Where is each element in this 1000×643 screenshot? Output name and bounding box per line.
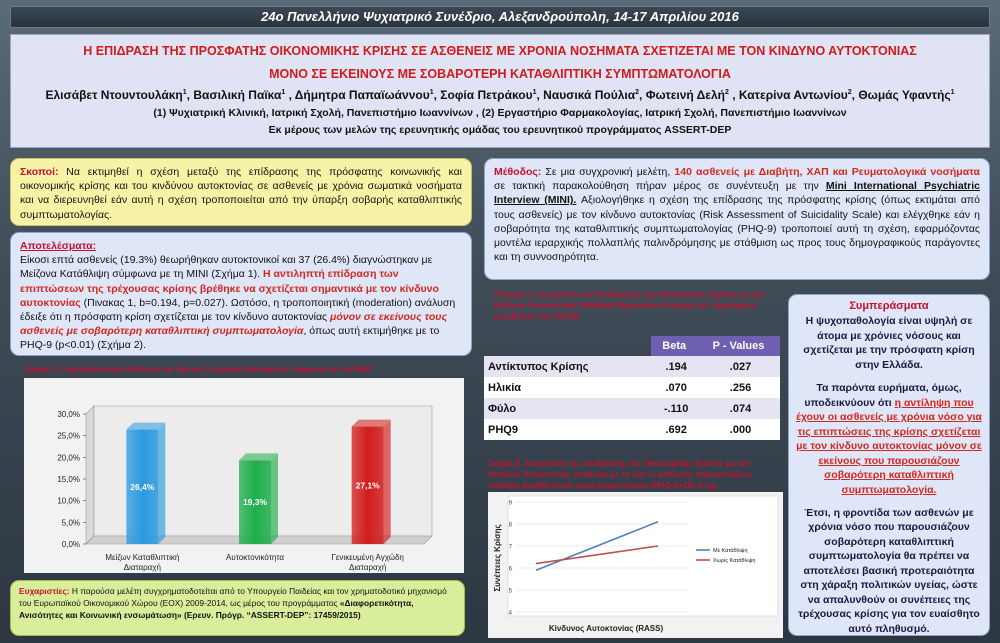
y-tick-label: 5 <box>508 588 512 595</box>
results-highlight-2: μόνον σε εκείνους τους ασθενείς με σοβαρότερη καταθλιπτική συμπτωματολογία <box>20 310 448 338</box>
y-tick-label: 5,0% <box>61 518 80 528</box>
conclusions-label: Συμπεράσματα <box>849 300 929 312</box>
poster-title-line1: Η ΕΠΙΔΡΑΣΗ ΤΗΣ ΠΡΟΣΦΑΤΗΣ ΟΙΚΟΝΟΜΙΚΗΣ ΚΡΙΣΗΣ ΣΕ ΑΣΘΕΝΕΙΣ ΜΕ ΧΡΟΝΙΑ ΝΟΣΗΜΑΤΑ ΣΧΕΤΙΖΕΤΑΙ ΜΕ ΤΟΝ ΚΙΝΔΥΝΟ ΑΥΤΟΚΤΟΝΙΑΣ <box>83 44 917 58</box>
conclusions-p1: Η ψυχοπαθολογία είναι υψηλή σε άτομα με χρόνιες νόσους και σχετίζεται με την πρόσφατη κρίση στην Ελλάδα. <box>803 315 975 371</box>
methods-text-2: σε τακτική παρακολούθηση πήραν μέρος σε συνέντευξη με την <box>494 180 826 193</box>
conclusions-p2-highlight: η αντίληψη που έχουν οι ασθενείς με χρόνια νόσο για τις επιπτώσεις της κρίσης σχετίζεται με τον κίνδυνο αυτοκτονίας μόνον σε εκείνους που παρουσιάζουν σοβαρότερη καταθλιπτική συμπτωματολογία. <box>796 396 982 496</box>
table-cell: -.110 <box>651 398 697 419</box>
table-header-blank <box>484 336 651 356</box>
y-tick-label: 6 <box>508 566 512 573</box>
legend-label: Με Κατάθλιψη <box>713 548 748 555</box>
acknowledgements-text: Η παρούσα μελέτη συγχρηματοδοτείται από το Υπουργείο Παιδείας και τον χρηματοδοτικό μηχανισμό του Ευρωπαϊκού Οικονομικού Χώρου (ΕΟΧ) 2009-2014, ως μέρος του προγράμματος <box>19 586 447 609</box>
author-name: Κατερίνα Αντωνίου <box>738 88 848 102</box>
acknowledgements-program: «Διαφορετικότητα, Ανισότητες και Κοινωνική ενσωμάτωση» (Ερευν. Πρόγρ. “ASSERT-DEP”: 17459/2015) <box>19 598 414 621</box>
category-label: Αυτοκτονικότητα <box>226 553 284 562</box>
plot-area <box>508 496 778 616</box>
figure1-bar-chart <box>24 378 464 573</box>
results-box <box>10 232 472 356</box>
bar-side <box>384 420 391 544</box>
results-label: Αποτελέσματα: <box>20 240 97 252</box>
table-row <box>484 419 780 440</box>
table-cell: .070 <box>651 377 697 398</box>
acknowledgements-box <box>10 580 465 636</box>
author-affiliation-mark: 1 <box>429 89 434 96</box>
aims-text: Να εκτιμηθεί η σχέση μεταξύ της επίδρασης της πρόσφατης κοινωνικής και οικονομικής κρίσης και του κινδύνου αυτοκτονίας σε ασθενείς με χρόνια σωματικά νοσήματα και να διερευνηθεί εάν αυτή η σχέση τροποποιείται από την ύπαρξη σοβαρής καταθλιπτικής συμπτωματολογίας. <box>20 166 462 221</box>
bar-value-label: 26,4% <box>130 481 155 492</box>
author-name: Ελισάβετ Ντουντουλάκη <box>45 88 183 102</box>
author-affiliation-mark: 1 <box>281 89 286 96</box>
aims-label: Σκοποί: <box>20 166 59 178</box>
author-affiliation-mark: 2 <box>724 89 729 96</box>
results-text-1: Είκοσι επτά ασθενείς (19.3%) θεωρήθηκαν αυτοκτονικοί και 37 (26.4%) διαγνώστηκαν με Μείζονα Κατάθλιψη σύμφωνα με τη MINI (Σχήμα 1). <box>20 254 433 281</box>
results-text-2: (Πινακας 1, b=0.194, p=0.027). Ωστόσο, η τροποποιητική (moderation) ανάλυση έδειξε ότι η πρόσφατη κρίση σχετίζεται με τον κίνδυνο αυτοκτονίας <box>20 296 456 323</box>
table1-caption: Πίνακας 1. Συσχέτιση της Επίδρασης της Οικονομικής Κρίσης με τον Κίνδυνο Αυτοκτονίας (Multiple Regression Analysis με εξαρτημένη μεταβλητή την RASS) <box>494 289 765 321</box>
methods-box <box>484 158 990 280</box>
figure2-panel <box>488 492 783 638</box>
methods-text-3: Αξιολογήθηκε η σχέση της επίδρασης της πρόσφατης κρίσης (όπως εκτιμάται από τους ασθενείς) με τον κίνδυνο αυτοκτονίας (Risk Assessment of Suicidality Scale) και ελέγχθηκε εάν η σοβαρότητα της καταθλιπτικής συμπτωματολογίας (PHQ-9) τροποποιεί αυτή τη σχέση, εφαρμόζοντας μοντέλα ιεραρχικής πολλαπλής παλινδρόμησης με στάθμιση ως προς τους δημογραφικούς παράγοντες και τη συννοσηρότητα. <box>494 194 980 264</box>
research-group: Εκ μέρους των μελών της ερευνητικής ομάδας του ερευνητικού προγράμματος ASSERT-DEP <box>268 124 732 136</box>
bar-value-label: 19,3% <box>242 497 268 508</box>
table-cell: .194 <box>651 356 697 377</box>
y-tick-label: 20,0% <box>57 453 80 463</box>
table-cell: Αντίκτυπος Κρίσης <box>484 356 651 377</box>
author-name: Δήμητρα Παπαϊωάννου <box>294 88 430 102</box>
table-header-beta: Beta <box>651 336 697 356</box>
y-tick-label: 25,0% <box>57 431 80 441</box>
bar-side <box>158 423 165 544</box>
table-cell: .692 <box>651 419 697 440</box>
y-tick-label: 10,0% <box>57 496 80 506</box>
poster-title-line2: ΜΟΝΟ ΣΕ ΕΚΕΙΝΟΥΣ ΜΕ ΣΟΒΑΡΟΤΕΡΗ ΚΑΤΑΘΛΙΠΤΙΚΗ ΣΥΜΠΤΩΜΑΤΟΛΟΓΙΑ <box>269 67 731 81</box>
category-label: Μείζων Καταθλιπτική Διαταραχή <box>105 553 180 572</box>
poster-header <box>10 34 990 148</box>
author-name: Φωτεινή Δελή <box>645 88 725 102</box>
y-tick-label: 9 <box>508 500 512 507</box>
table-header-pvalue: P - Values <box>697 336 780 356</box>
conclusions-p2-text: Τα παρόντα ευρήματα, όμως, υποδεικνύουν ότι <box>804 382 962 409</box>
legend-label: Χωρίς Κατάθλιψη <box>713 558 756 565</box>
table-cell: PHQ9 <box>484 419 651 440</box>
author-affiliation-mark: 2 <box>635 89 640 96</box>
figure2-line-chart <box>488 492 783 638</box>
author-name: Θωμάς Υφαντής <box>858 88 951 102</box>
x-axis-title: Κίνδυνος Αυτοκτονίας (RASS) <box>548 624 664 633</box>
table-row <box>484 377 780 398</box>
bar-side <box>271 453 278 544</box>
author-name: Βασιλική Παϊκα <box>193 88 282 102</box>
table-cell: .000 <box>697 419 780 440</box>
author-affiliation-mark: 1 <box>182 89 187 96</box>
table-header-row <box>484 336 780 356</box>
conclusions-p3: Έτσι, η φροντίδα των ασθενών με χρόνια νόσο που παρουσιάζουν σοβαρότερη καταθλιπτική συμπτωματολογία θα πρέπει να αποτελέσει βασική προτεραιότητα στη χάραξη πολιτικών υγείας, ώστε να απαλυνθούν οι συνέπειες της τρέχουσας κρίσης για τον ευαίσθητο αυτό πληθυσμό. <box>798 506 980 635</box>
author-name: Σοφία Πετράκου <box>440 88 533 102</box>
y-tick-label: 7 <box>508 544 512 551</box>
table-row <box>484 398 780 419</box>
conference-banner: 24ο Πανελλήνιο Ψυχιατρικό Συνέδριο, Αλεξανδρούπολη, 14-17 Απριλίου 2016 <box>10 6 990 28</box>
figure1-caption: Σχήμα 1. Ψυχοπαθολογία Ασθενών με Χρόνια Σωματικά Νοσήματα, σύμφωνα με τη MINI <box>24 364 372 374</box>
figure2-caption: Σχήμα 2. Συσχέτιση της επίδρασης της Οικονομικής Κρίσης με τον Κίνδυνο Αυτοκτονίας ανάλογα με το εάν οι ασθενείς παρουσιάζουν σοβαρή καταθλιπτική συμπτωματολογία (PHQ-9>10) ή όχι. <box>488 458 752 490</box>
results-highlight-1: Η αντιληπτή επίδραση των επιπτώσεων της τρέχουσας κρίσης βρέθηκε να σχετίζεται σημαντικά με τον κίνδυνο αυτοκτονίας <box>20 268 439 309</box>
y-axis-title: Συνέπειες Κρίσης <box>493 524 502 592</box>
affiliations: (1) Ψυχιατρική Κλινική, Ιατρική Σχολή, Πανεπιστήμιο Ιωαννίνων , (2) Εργαστήριο Φαρμακολογίας, Ιατρική Σχολή, Πανεπιστήμιο Ιωαννίνων <box>153 107 847 119</box>
conclusions-box <box>788 294 990 636</box>
methods-label: Μέθοδος: <box>494 166 542 178</box>
y-tick-label: 8 <box>508 522 512 529</box>
aims-box <box>10 158 472 226</box>
authors-list: Ελισάβετ Ντουντουλάκη$^1$, Βασιλική Παϊκα$^1$ , Δήμητρα Παπαϊωάννου$^1$, Σοφία Πετράκου$^1$, Ναυσικά Πούλια$^2$, Φωτεινή Δελή$^2$ , Κατερίνα Αντωνίου$^2$, Θωμάς Υφαντής$^1$ <box>45 88 955 102</box>
regression-table <box>484 336 780 440</box>
figure1-panel <box>24 378 464 573</box>
chart-side-wall <box>86 406 94 544</box>
author-name: Ναυσικά Πούλια <box>543 88 636 102</box>
results-text-3: , όπως αυτή εκτιμήθηκε με το PHQ-9 (p<0.01) (Σχήμα 2). <box>20 325 440 352</box>
mini-interview-link: Mini International Psychiatric Interview (MINI). <box>494 180 980 207</box>
author-affiliation-mark: 1 <box>950 89 955 96</box>
table-cell: .256 <box>697 377 780 398</box>
y-tick-label: 30,0% <box>57 410 80 419</box>
conclusions-p2 <box>795 381 983 497</box>
category-label: Γενικευμένη Αγχώδη Διαταραχή <box>331 553 404 572</box>
author-affiliation-mark: 2 <box>847 89 852 96</box>
y-tick-label: 15,0% <box>57 475 80 484</box>
table-cell: Φύλο <box>484 398 651 419</box>
methods-highlight: 140 ασθενείς με Διαβήτη, ΧΑΠ και Ρευματολογικά νοσήματα <box>674 166 981 178</box>
methods-text-1: Σε μια συγχρονική μελέτη, <box>541 166 675 178</box>
table-cell: .074 <box>697 398 780 419</box>
table-cell: .027 <box>697 356 780 377</box>
table-cell: Ηλικία <box>484 377 651 398</box>
bar-value-label: 27,1% <box>355 480 380 491</box>
table-row <box>484 356 780 377</box>
acknowledgements-label: Ευχαριστίες: <box>19 586 70 596</box>
y-tick-label: 0,0% <box>61 540 80 549</box>
y-tick-label: 4 <box>508 610 512 617</box>
author-affiliation-mark: 1 <box>532 89 537 96</box>
